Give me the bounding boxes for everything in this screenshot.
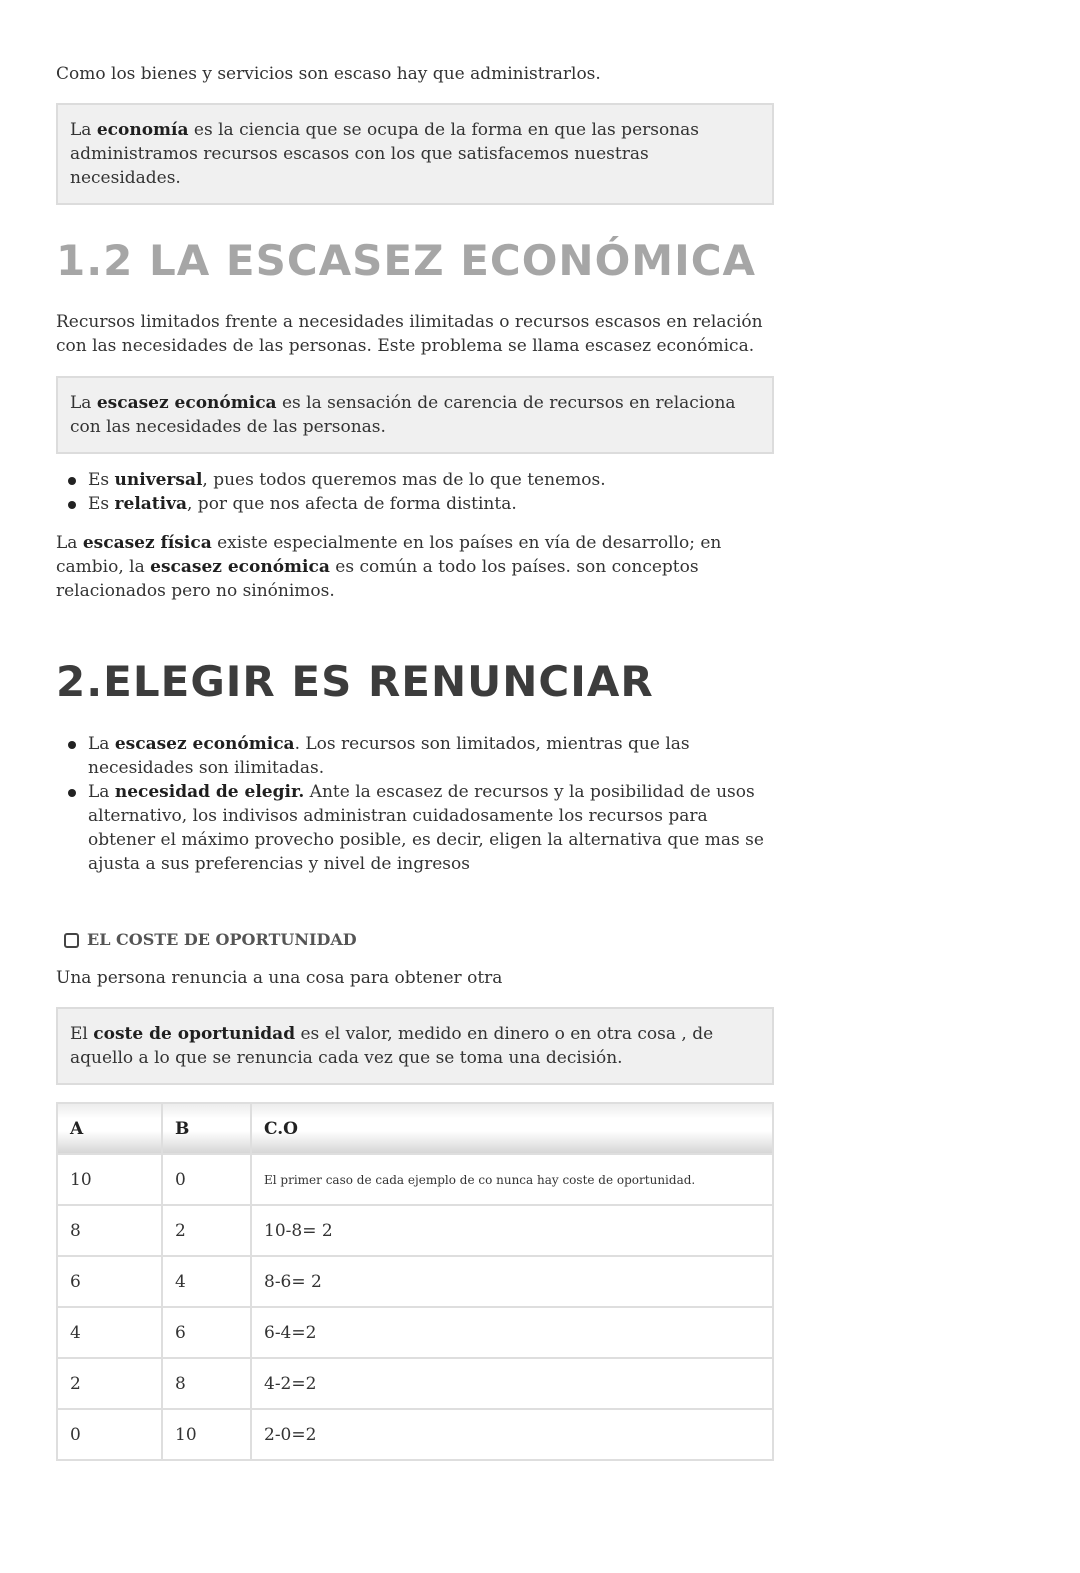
list-item: La necesidad de elegir. Ante la escasez de recursos y la posibilidad de usos alternativo, los indivisos administran cuidadosamente los recursos para obtener el máximo provecho posible, es decir, eligen la alternativa que mas se ajusta a sus preferencias y nivel de ingresos	[56, 780, 768, 876]
cell-co: 8-6= 2	[251, 1256, 773, 1307]
cell-co: El primer caso de cada ejemplo de co nunca hay coste de oportunidad.	[251, 1154, 773, 1205]
cell-b: 2	[162, 1205, 251, 1256]
table-row	[57, 1409, 773, 1460]
escasez-closing-paragraph: La escasez física existe especialmente en los países en vía de desarrollo; en cambio, la escasez económica es común a todo los países. son conceptos relacionados pero no sinónimos.	[56, 533, 722, 601]
escasez-bullet-list	[56, 468, 774, 516]
checkbox-icon[interactable]	[64, 933, 79, 948]
cell-a: 8	[57, 1205, 162, 1256]
column-header-co: C.O	[251, 1103, 773, 1154]
cell-co: 6-4=2	[251, 1307, 773, 1358]
list-item: Es relativa, por que nos afecta de forma distinta.	[56, 492, 774, 516]
table-row	[57, 1307, 773, 1358]
section-heading-escasez: 1.2 LA ESCASEZ ECONÓMICA	[56, 236, 757, 285]
escasez-definition-callout: La escasez económica es la sensación de carencia de recursos en relaciona con las necesidades de las personas.	[56, 376, 774, 454]
coste-definition-callout: El coste de oportunidad es el valor, medido en dinero o en otra cosa , de aquello a lo que se renuncia cada vez que se toma una decisión.	[56, 1007, 774, 1085]
coste-term: coste de oportunidad	[93, 1024, 296, 1044]
cell-b: 0	[162, 1154, 251, 1205]
intro-paragraph: Como los bienes y servicios son escaso hay que administrarlos.	[56, 64, 601, 84]
cell-a: 4	[57, 1307, 162, 1358]
cell-b: 10	[162, 1409, 251, 1460]
table-row	[57, 1154, 773, 1205]
table-row	[57, 1256, 773, 1307]
table-header-row	[57, 1103, 773, 1154]
elegir-bullet-list	[56, 732, 768, 876]
list-item: La escasez económica. Los recursos son limitados, mientras que las necesidades son ilimitadas.	[56, 732, 768, 780]
cell-co: 2-0=2	[251, 1409, 773, 1460]
table-row	[57, 1358, 773, 1409]
cell-a: 2	[57, 1358, 162, 1409]
cell-b: 8	[162, 1358, 251, 1409]
section1-paragraph: Recursos limitados frente a necesidades ilimitadas o recursos escasos en relación con las necesidades de las personas. Este problema se llama escasez económica.	[56, 312, 763, 356]
cell-a: 10	[57, 1154, 162, 1205]
todo-item-coste-oportunidad[interactable]	[64, 928, 357, 952]
column-header-a: A	[57, 1103, 162, 1154]
list-item: Es universal, pues todos queremos mas de lo que tenemos.	[56, 468, 774, 492]
cell-a: 0	[57, 1409, 162, 1460]
economia-definition-callout: La economía es la ciencia que se ocupa de la forma en que las personas administramos recursos escasos con los que satisfacemos nuestras necesidades.	[56, 103, 774, 205]
cell-co: 10-8= 2	[251, 1205, 773, 1256]
economia-term: economía	[96, 120, 189, 140]
table-row	[57, 1205, 773, 1256]
todo-label: EL COSTE DE OPORTUNIDAD	[87, 930, 357, 949]
section-heading-elegir: 2.ELEGIR ES RENUNCIAR	[56, 657, 654, 706]
coste-oportunidad-table	[56, 1102, 774, 1461]
cell-b: 6	[162, 1307, 251, 1358]
escasez-term: escasez económica	[96, 393, 277, 413]
cell-b: 4	[162, 1256, 251, 1307]
cell-co: 4-2=2	[251, 1358, 773, 1409]
column-header-b: B	[162, 1103, 251, 1154]
coste-paragraph: Una persona renuncia a una cosa para obtener otra	[56, 968, 503, 988]
cell-a: 6	[57, 1256, 162, 1307]
